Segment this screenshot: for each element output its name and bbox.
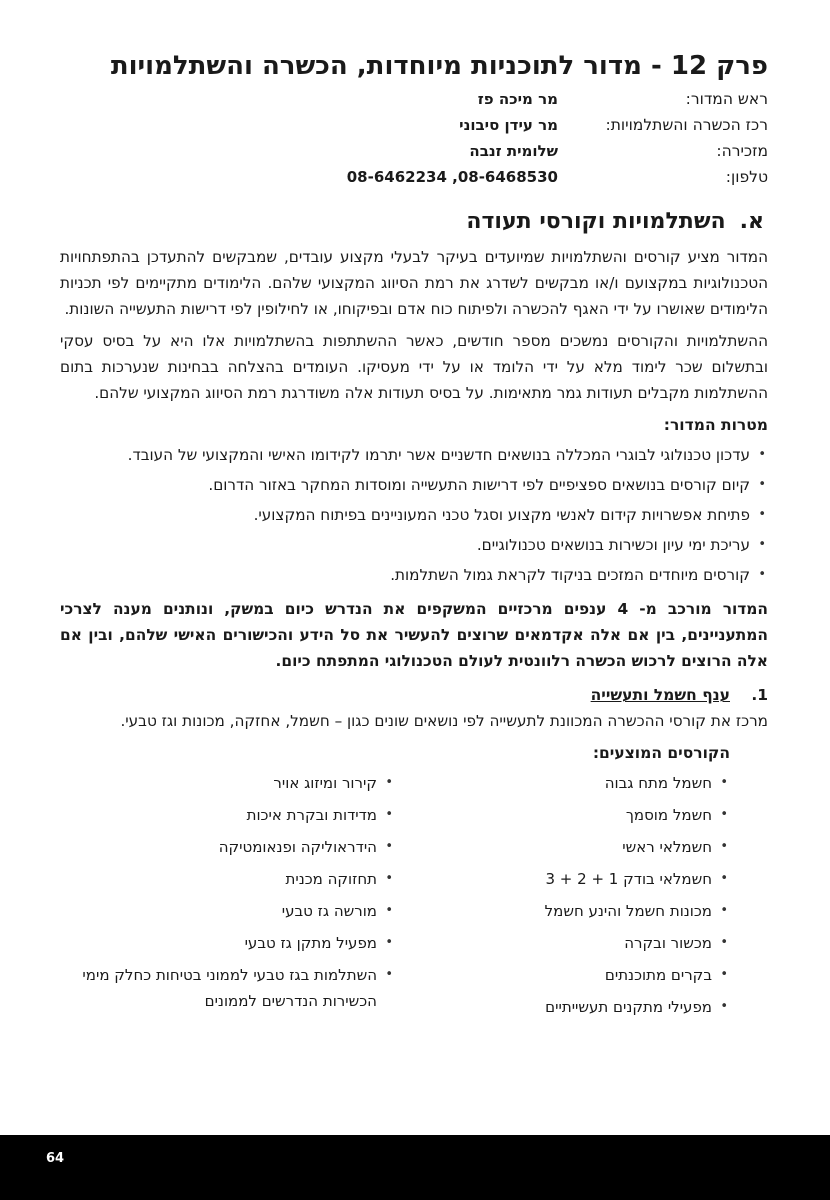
course-item: • חשמל מתח גבוה — [395, 770, 730, 796]
courses-columns — [60, 770, 730, 1026]
chapter-title: פרק 12 - מדור לתוכניות מיוחדות, הכשרה והשתלמויות — [110, 51, 768, 81]
contact-row-secretary — [328, 138, 768, 164]
contact-list — [328, 86, 768, 190]
course-item: • הידראוליקה ופנאומטיקה — [60, 834, 395, 860]
course-item: • מפעילי מתקנים תעשייתיים — [395, 994, 730, 1020]
course-item: • מורשה גז טבעי — [60, 898, 395, 924]
contact-value: מר עידן סיבוני — [459, 116, 558, 134]
goals-list — [60, 442, 768, 588]
branch-description: מרכז את קורסי ההכשרה המכוונת לתעשייה לפי נושאים שונים כגון – חשמל, אחזקה, מכונות וגז טבעי. — [120, 712, 768, 730]
page-footer — [0, 1135, 830, 1200]
course-item: • מכונות חשמל והינע חשמל — [395, 898, 730, 924]
course-item: • תחזוקה מכנית — [60, 866, 395, 892]
contact-row-phone — [328, 164, 768, 190]
intro-paragraph: ההשתלמויות והקורסים נמשכים מספר חודשים, כאשר ההשתתפות בהשתלמויות אלו היא על בסיס עסקי ובתשלום שכר לימוד מלא על ידי הלומד או על ידי מעסיקו. העומדים בהצלחה בבחינות שנערכות בתום ההשתלמות מקבלים תעודות גמר מתאימות. על בסיס תעודות אלה משודרגת רמת הסיווג המקצועי שלהם. — [60, 332, 768, 402]
goals-heading: מטרות המדור: — [663, 416, 768, 434]
branch-title: ענף חשמל ותעשייה — [590, 686, 730, 704]
section-heading — [466, 206, 764, 238]
course-item: • חשמל מוסמך — [395, 802, 730, 828]
section-letter: א. — [739, 209, 764, 234]
courses-heading: הקורסים המוצעים: — [592, 744, 730, 762]
list-item: • קיום קורסים בנושאים ספציפיים לפי דרישות התעשייה ומוסדות המחקר באזור הדרום. — [60, 472, 768, 498]
list-item: • עריכת ימי עיון וכשירות בנושאים טכנולוגיים. — [60, 532, 768, 558]
contact-label: ראש המדור: — [685, 90, 768, 108]
branch-number: 1. — [751, 686, 768, 704]
course-item: • חשמלאי בודק 1 + 2 + 3 — [395, 866, 730, 892]
contact-value: מר מיכה פז — [477, 90, 558, 108]
list-item: • עדכון טכנולוגי לבוגרי המכללה בנושאים חדשניים אשר יתרמו לקידומו האישי והמקצועי של העובד. — [60, 442, 768, 468]
course-item: • חשמלאי ראשי — [395, 834, 730, 860]
phone-numbers: 08-6462234 ,08-6468530 — [346, 168, 558, 186]
course-item: • מדידות ובקרת איכות — [60, 802, 395, 828]
contact-label: טלפון: — [725, 168, 768, 186]
contact-label: רכז הכשרה והשתלמויות: — [605, 116, 768, 134]
summary-paragraph: המדור מורכב מ- 4 ענפים מרכזיים המשקפים את הנדרש כיום במשק, ונותנים מענה לצרכי המתעניינים, בין אם אלה אקדמאים שרוצים להעשיר את סל הידע והכישורים האישי שלהם, ובין אם אלה הרוצים לרכוש הכשרה רלוונטית לעולם הטכנולוגי המתפתח כיום. — [60, 600, 768, 670]
contact-row-coordinator — [328, 112, 768, 138]
section-title: השתלמויות וקורסי תעודה — [466, 209, 726, 234]
course-item: • מפעיל מתקן גז טבעי — [60, 930, 395, 956]
contact-label: מזכירה: — [716, 142, 768, 160]
course-item: • השתלמות בגז טבעי לממוני בטיחות כחלק מימי הכשירות הנדרשים לממונים — [60, 962, 395, 1014]
course-item: • בקרים מתוכנתים — [395, 962, 730, 988]
branch-heading — [60, 682, 768, 708]
courses-column-left — [60, 770, 395, 1026]
list-item: • פתיחת אפשרויות קידום לאנשי מקצוע וסגל טכני המעוניינים בפיתוח המקצועי. — [60, 502, 768, 528]
contact-row-head — [328, 86, 768, 112]
section-body — [60, 244, 768, 1026]
course-item: • מכשור ובקרה — [395, 930, 730, 956]
courses-column-right — [395, 770, 730, 1026]
course-item: • קירור ומיזוג אויר — [60, 770, 395, 796]
intro-paragraph: המדור מציע קורסים והשתלמויות שמיועדים בעיקר לבעלי מקצוע עובדים, שמבקשים להתעדכן בהתפתחויות הטכנולוגיות במקצועם ו/או מבקשים לשדרג את רמת הסיווג המקצועי שלהם. הלימודים מתקיימים לפי תכניות הלימודים שאושרו על ידי האגף להכשרה ולפיתוח כוח אדם ובפיקוחו, או לחילופין לפי דרישות התעשייה השונות. — [60, 248, 768, 318]
list-item: • קורסים מיוחדים המזכים בניקוד לקראת גמול השתלמות. — [60, 562, 768, 588]
contact-value: שלומית זנבה — [469, 142, 558, 160]
page-number: 64 — [46, 1151, 65, 1166]
